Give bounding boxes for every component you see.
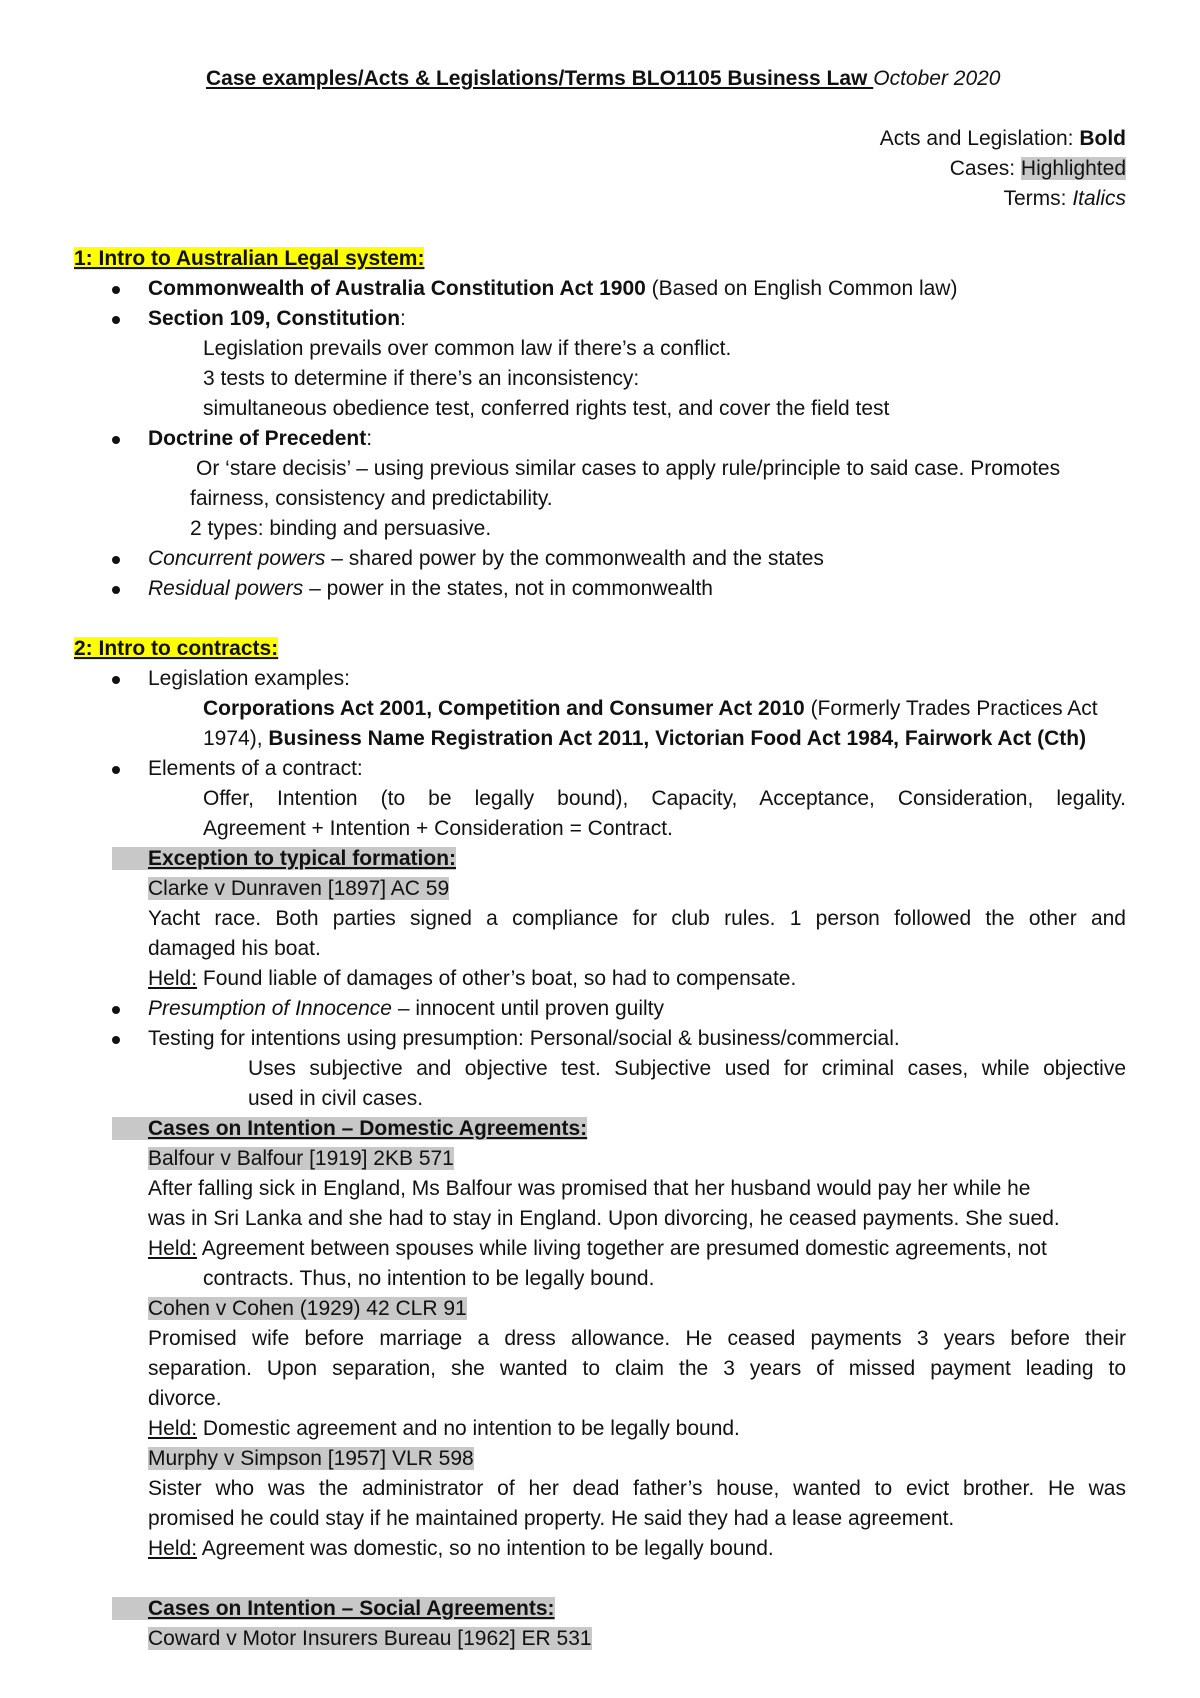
- bullet: [112, 1036, 120, 1044]
- legend-cases-value: Highlighted: [1020, 157, 1126, 180]
- legend-terms: Terms: Italics: [1003, 187, 1126, 210]
- bullet: [112, 1006, 120, 1014]
- murphy-held: Held: Agreement was domestic, so no intention to be legally bound.: [148, 1537, 774, 1560]
- s1-section109-line3: simultaneous obedience test, conferred rights test, and cover the field test: [203, 397, 890, 420]
- case-cohen: Cohen v Cohen (1929) 42 CLR 91: [148, 1297, 467, 1320]
- s2-bullet-elements: Elements of a contract:: [148, 757, 363, 780]
- title-main: Case examples/Acts & Legislations/Terms BLO1105 Business Law: [206, 67, 874, 90]
- clarke-line2: damaged his boat.: [148, 937, 321, 960]
- s1-section109-line1: Legislation prevails over common law if there’s a conflict.: [203, 337, 732, 360]
- s1-bullet-doctrine: Doctrine of Precedent:: [148, 427, 373, 450]
- s1-doctrine-line3: 2 types: binding and persuasive.: [190, 517, 492, 540]
- bullet: [112, 586, 120, 594]
- s1-bullet-section-109: Section 109, Constitution:: [148, 307, 406, 330]
- case-murphy: Murphy v Simpson [1957] VLR 598: [148, 1447, 474, 1470]
- s2-bullet-testing: Testing for intentions using presumption: Personal/social & business/commercial.: [148, 1027, 900, 1050]
- cohen-line1: Promised wife before marriage a dress allowance. He ceased payments 3 years before their: [148, 1327, 1126, 1350]
- balfour-line2: was in Sri Lanka and she had to stay in England. Upon divorcing, he ceased payments. She sued.: [148, 1207, 1060, 1230]
- s2-legislation-line1: Corporations Act 2001, Competition and Consumer Act 2010 (Formerly Trades Practices Act: [203, 697, 1098, 720]
- s1-bullet-constitution-act: Commonwealth of Australia Constitution Act 1900 (Based on English Common law): [148, 277, 958, 300]
- legend-acts-value: Bold: [1079, 127, 1126, 150]
- case-coward: Coward v Motor Insurers Bureau [1962] ER 531: [148, 1627, 592, 1650]
- s2-elements-line1: Offer, Intention (to be legally bound), Capacity, Acceptance, Consideration, legality.: [203, 787, 1126, 810]
- s2-exception-heading: Exception to typical formation:: [112, 844, 456, 874]
- s1-doctrine-line2: fairness, consistency and predictability.: [190, 487, 553, 510]
- murphy-line1: Sister who was the administrator of her dead father’s house, wanted to evict brother. He was: [148, 1477, 1126, 1500]
- s2-bullet-presumption: Presumption of Innocence – innocent until proven guilty: [148, 997, 664, 1020]
- case-balfour: Balfour v Balfour [1919] 2KB 571: [148, 1147, 454, 1170]
- cohen-held: Held: Domestic agreement and no intention to be legally bound.: [148, 1417, 740, 1440]
- s1-doctrine-line1: Or ‘stare decisis’ – using previous similar cases to apply rule/principle to said case. Promotes: [196, 457, 1061, 480]
- legend-acts: Acts and Legislation: Bold: [879, 127, 1126, 150]
- s1-bullet-residual: Residual powers – power in the states, not in commonwealth: [148, 577, 713, 600]
- testing-line2: used in civil cases.: [248, 1087, 424, 1110]
- cohen-line2: separation. Upon separation, she wanted to claim the 3 years of missed payment leading to: [148, 1357, 1126, 1380]
- bullet: [112, 556, 120, 564]
- balfour-held: Held: Agreement between spouses while living together are presumed domestic agreements, not: [148, 1237, 1047, 1260]
- document-title: [206, 64, 1001, 94]
- s2-social-heading: Cases on Intention – Social Agreements:: [112, 1594, 555, 1624]
- bullet: [112, 766, 120, 774]
- section1-heading: 1: Intro to Australian Legal system:: [74, 247, 425, 270]
- bullet: [112, 676, 120, 684]
- testing-line1: Uses subjective and objective test. Subjective used for criminal cases, while objective: [248, 1057, 1126, 1080]
- legend-cases: Cases: Highlighted: [949, 157, 1126, 180]
- bullet: [112, 286, 120, 294]
- section2-heading: 2: Intro to contracts:: [74, 637, 279, 660]
- balfour-held-line2: contracts. Thus, no intention to be legally bound.: [203, 1267, 655, 1290]
- legend-terms-value: Italics: [1072, 187, 1126, 210]
- bullet: [112, 316, 120, 324]
- clarke-held: Held: Found liable of damages of other’s boat, so had to compensate.: [148, 967, 797, 990]
- s1-bullet-concurrent: Concurrent powers – shared power by the commonwealth and the states: [148, 547, 824, 570]
- s2-bullet-legislation: Legislation examples:: [148, 667, 350, 690]
- s1-section109-line2: 3 tests to determine if there’s an inconsistency:: [203, 367, 640, 390]
- case-clarke: Clarke v Dunraven [1897] AC 59: [148, 877, 450, 900]
- s2-legislation-line2: 1974), Business Name Registration Act 2011, Victorian Food Act 1984, Fairwork Act (Cth): [203, 727, 1087, 750]
- murphy-line2: promised he could stay if he maintained property. He said they had a lease agreement.: [148, 1507, 955, 1530]
- bullet: [112, 436, 120, 444]
- title-date: October 2020: [873, 67, 1001, 90]
- balfour-line1: After falling sick in England, Ms Balfour was promised that her husband would pay her while he: [148, 1177, 1031, 1200]
- cohen-line3: divorce.: [148, 1387, 222, 1410]
- s2-domestic-heading: Cases on Intention – Domestic Agreements:: [112, 1114, 587, 1144]
- clarke-line1: Yacht race. Both parties signed a compliance for club rules. 1 person followed the other and: [148, 907, 1126, 930]
- s2-elements-line2: Agreement + Intention + Consideration = Contract.: [203, 817, 673, 840]
